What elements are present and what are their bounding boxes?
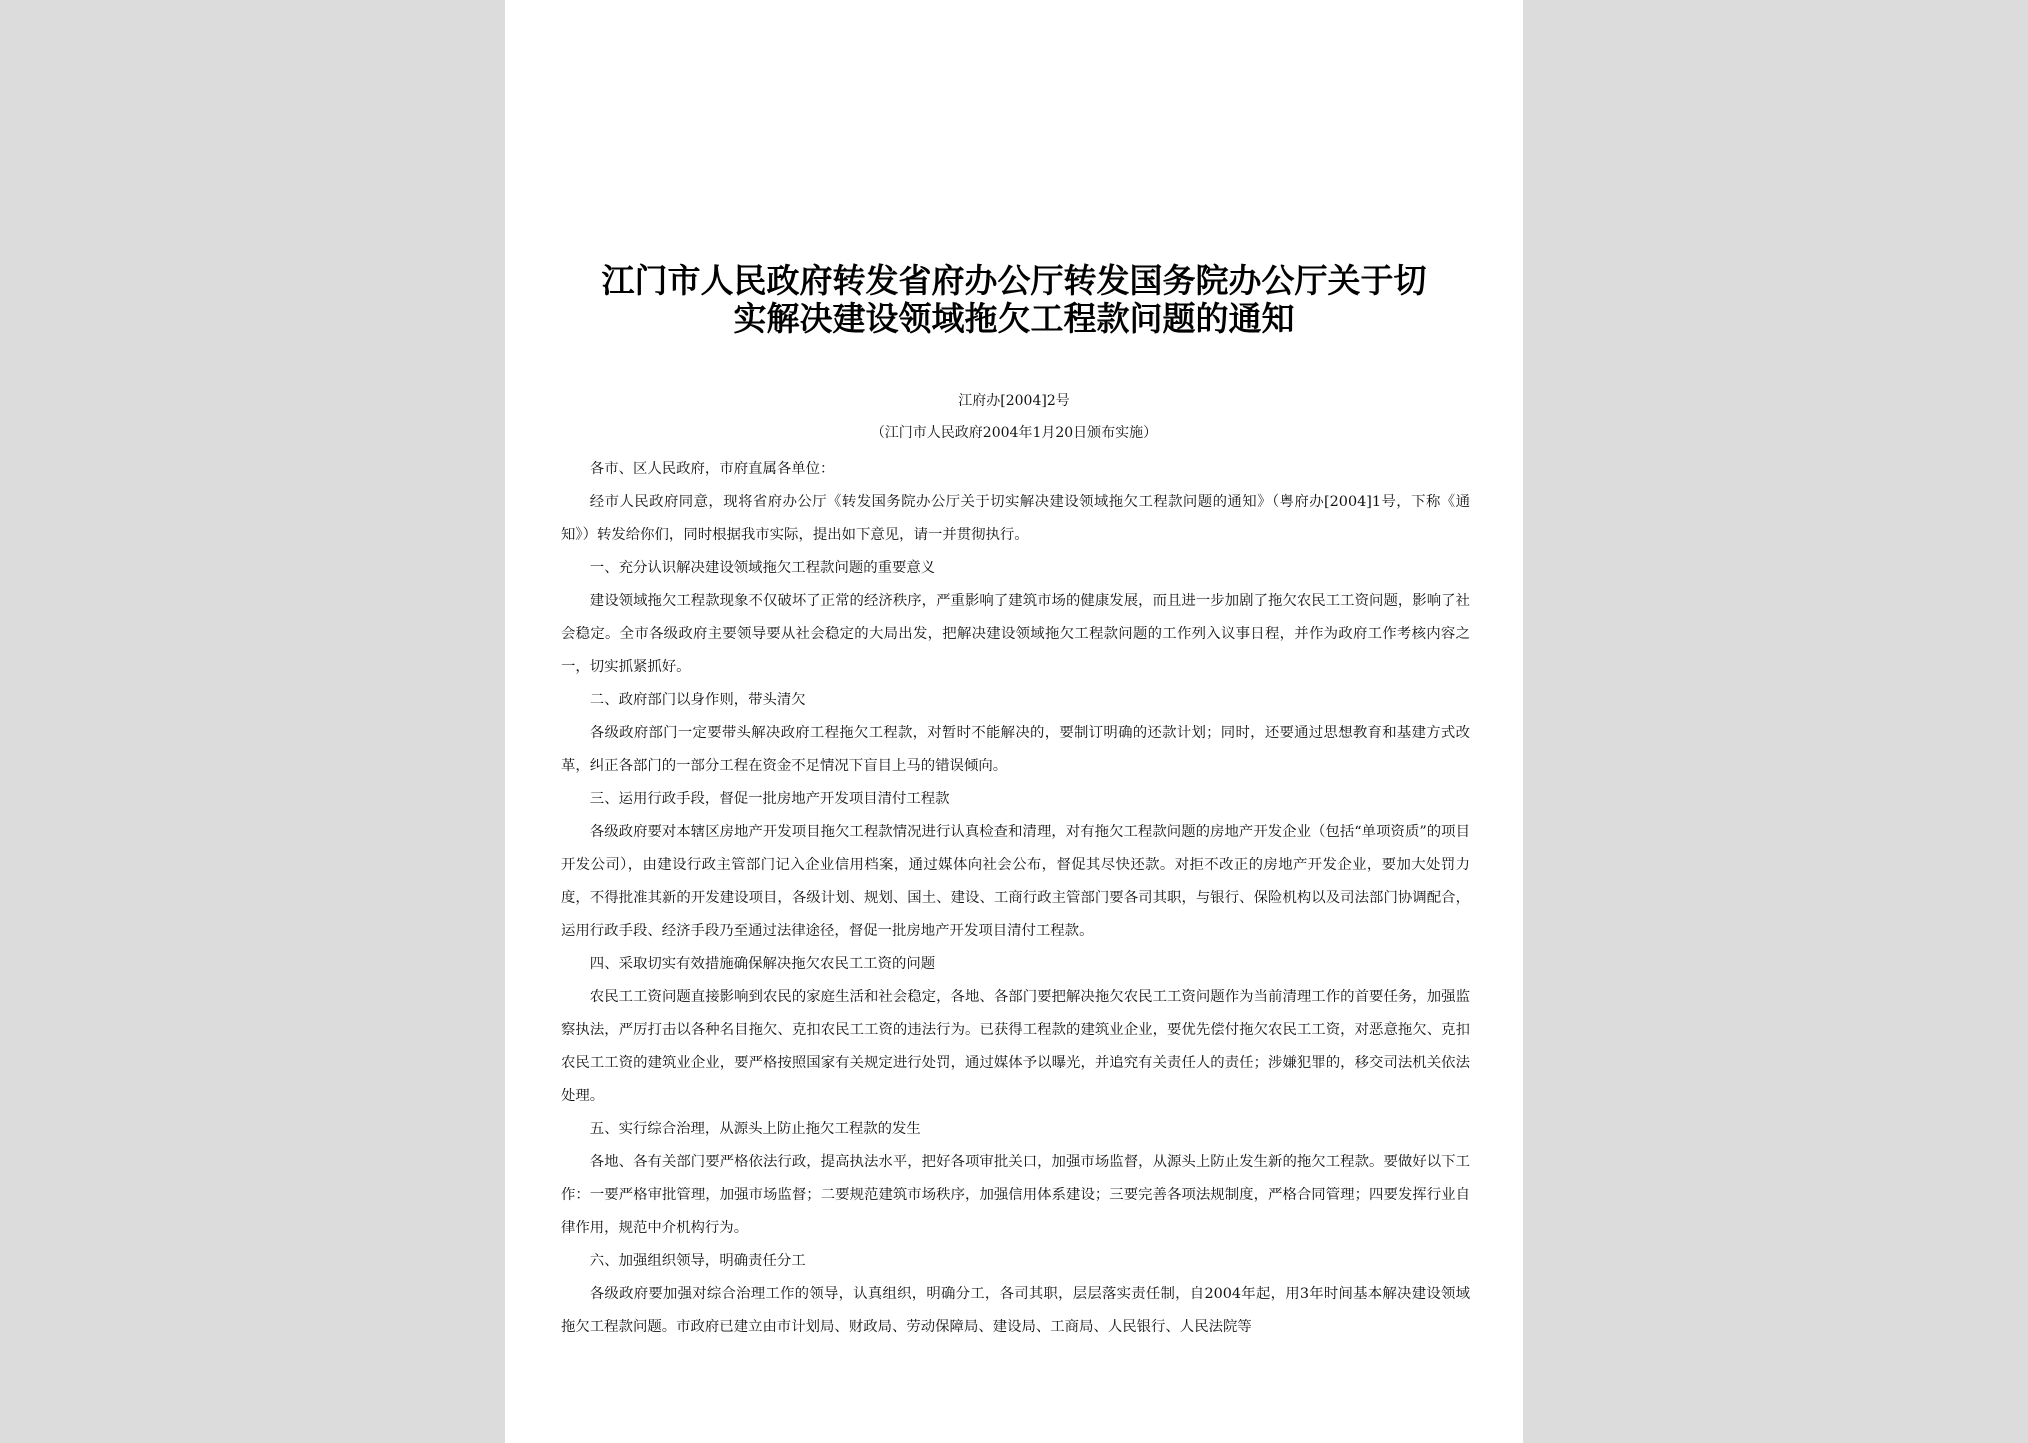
paragraph: 各级政府要加强对综合治理工作的领导，认真组织，明确分工，各司其职，层层落实责任制，自2004年起，用3年时间基本解决建设领域拖欠工程款问题。市政府已建立由市计划局、财政局、劳动保障局、建设局、工商局、人民银行、人民法院等	[561, 1286, 1470, 1335]
section-heading: 三、运用行政手段，督促一批房地产开发项目清付工程款	[589, 791, 950, 807]
document-page	[505, 0, 1523, 1443]
paragraph: 经市人民政府同意，现将省府办公厅《转发国务院办公厅关于切实解决建设领域拖欠工程款问题的通知》（粤府办[2004]1号，下称《通知》）转发给你们，同时根据我市实际，提出如下意见，请一并贯彻执行。	[561, 494, 1470, 543]
document-body	[561, 453, 1470, 1344]
section-heading: 六、加强组织领导，明确责任分工	[589, 1253, 806, 1269]
issue-note: （江门市人民政府2004年1月20日颁布实施）	[870, 425, 1158, 441]
section-heading: 二、政府部门以身作则，带头清欠	[589, 692, 806, 708]
document-number: 江府办[2004]2号	[958, 393, 1070, 409]
paragraph: 各级政府要对本辖区房地产开发项目拖欠工程款情况进行认真检查和清理，对有拖欠工程款问题的房地产开发企业（包括“单项资质”的项目开发公司），由建设行政主管部门记入企业信用档案，通过媒体向社会公布，督促其尽快还款。对拒不改正的房地产开发企业，要加大处罚力度，不得批准其新的开发建设项目，各级计划、规划、国土、建设、工商行政主管部门要各司其职，与银行、保险机构以及司法部门协调配合，运用行政手段、经济手段乃至通过法律途径，督促一批房地产开发项目清付工程款。	[561, 824, 1470, 939]
paragraph: 各地、各有关部门要严格依法行政，提高执法水平，把好各项审批关口，加强市场监督，从源头上防止发生新的拖欠工程款。要做好以下工作：一要严格审批管理，加强市场监督；二要规范建筑市场秩序，加强信用体系建设；三要完善各项法规制度，严格合同管理；四要发挥行业自律作用，规范中介机构行为。	[561, 1154, 1470, 1236]
section-heading: 一、充分认识解决建设领域拖欠工程款问题的重要意义	[589, 560, 936, 576]
section-heading: 五、实行综合治理，从源头上防止拖欠工程款的发生	[589, 1121, 921, 1137]
paragraph: 农民工工资问题直接影响到农民的家庭生活和社会稳定，各地、各部门要把解决拖欠农民工工资问题作为当前清理工作的首要任务，加强监察执法，严厉打击以各种名目拖欠、克扣农民工工资的违法行为。已获得工程款的建筑业企业，要优先偿付拖欠农民工工资，对恶意拖欠、克扣农民工工资的建筑业企业，要严格按照国家有关规定进行处罚，通过媒体予以曝光，并追究有关责任人的责任；涉嫌犯罪的，移交司法机关依法处理。	[561, 989, 1470, 1104]
paragraph: 建设领域拖欠工程款现象不仅破坏了正常的经济秩序，严重影响了建筑市场的健康发展，而且进一步加剧了拖欠农民工工资问题，影响了社会稳定。全市各级政府主要领导要从社会稳定的大局出发，把解决建设领域拖欠工程款问题的工作列入议事日程，并作为政府工作考核内容之一，切实抓紧抓好。	[561, 593, 1470, 675]
paragraph: 各级政府部门一定要带头解决政府工程拖欠工程款，对暂时不能解决的，要制订明确的还款计划；同时，还要通过思想教育和基建方式改革，纠正各部门的一部分工程在资金不足情况下盲目上马的错误倾向。	[561, 725, 1470, 774]
addressee: 各市、区人民政府，市府直属各单位：	[589, 461, 835, 477]
section-heading: 四、采取切实有效措施确保解决拖欠农民工工资的问题	[589, 956, 936, 972]
document-title: 江门市人民政府转发省府办公厅转发国务院办公厅关于切实解决建设领域拖欠工程款问题的通知	[601, 261, 1427, 338]
